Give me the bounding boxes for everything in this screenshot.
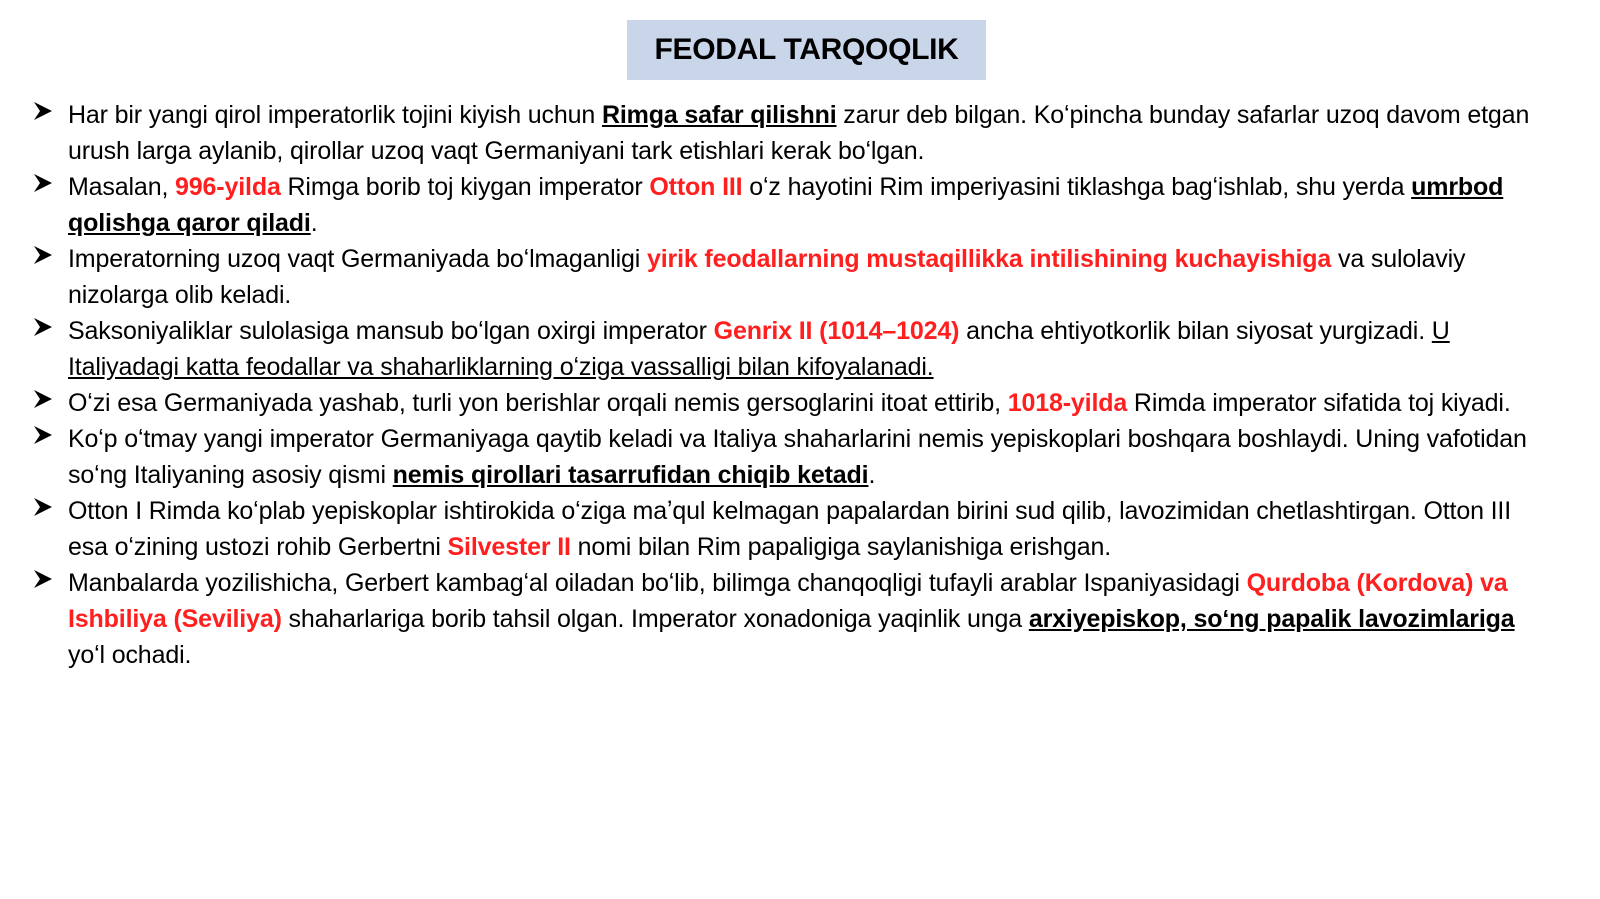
emphasis-red: yirik feodallarning mustaqillikka intilishining kuchayishiga — [646, 245, 1332, 273]
title-box — [627, 20, 986, 80]
emphasis-underlined: umrbod qolishga qaror qiladi — [68, 173, 1504, 237]
bullet-text: Imperatorning uzoq vaqt Germaniyada boʻlmaganligi — [68, 245, 647, 273]
bullet-item-6 — [30, 421, 1540, 493]
emphasis-red: Otton III — [649, 173, 743, 201]
emphasis-red: Qurdoba (Kordova) va Ishbiliya (Seviliya) — [68, 569, 1508, 633]
emphasis-red: Genrix II (1014–1024) — [713, 317, 960, 345]
arrowhead-bullet-icon — [32, 316, 54, 338]
bullet-text: nomi bilan Rim papaligiga saylanishiga erishgan. — [570, 533, 1111, 561]
emphasis-underlined: Rimga safar qilishni — [601, 101, 837, 129]
bullet-text: yoʻl ochadi. — [68, 641, 192, 669]
emphasis-red: Silvester II — [447, 533, 571, 561]
bullet-text: zarur deb bilgan. Koʻpincha bunday safarlar uzoq davom etgan urush larga aylanib, qirollar uzoq vaqt Germaniyani tark etishlari kerak boʻlgan. — [68, 101, 1530, 165]
slide-title: FEODAL TARQOQLIK — [654, 33, 959, 66]
arrowhead-bullet-icon — [32, 496, 54, 518]
bullet-item-3 — [30, 241, 1540, 313]
bullet-text: Manbalarda yozilishicha, Gerbert kambagʻal oiladan boʻlib, bilimga chanqoqligi tufayli arablar Ispaniyasidagi — [68, 569, 1247, 597]
bullet-text: Koʻp oʻtmay yangi imperator Germaniyaga qaytib keladi va Italiya shaharlarini nemis yepiskoplari boshqara boshlaydi. Uning vafotidan soʻng Italiyaning asosiy qismi — [68, 425, 1527, 489]
bullet-text: Rimda imperator sifatida toj kiyadi. — [1127, 389, 1511, 417]
bullet-text: va sulolaviy nizolarga olib keladi. — [68, 245, 1466, 309]
bullet-text: . — [310, 209, 318, 237]
bullet-item-2 — [30, 169, 1540, 241]
bullet-text: shaharlariga borib tahsil olgan. Imperator xonadoniga yaqinlik unga — [281, 605, 1029, 633]
bullet-text: ancha ehtiyotkorlik bilan siyosat yurgizadi. — [959, 317, 1432, 345]
bullet-text: Saksoniyaliklar sulolasiga mansub boʻlgan oxirgi imperator — [68, 317, 714, 345]
bullet-item-8 — [30, 565, 1540, 673]
emphasis-underlined-plain: U Italiyadagi katta feodallar va shaharliklarning oʻziga vassalligi bilan kifoyalanadi. — [68, 317, 1450, 381]
arrowhead-bullet-icon — [32, 172, 54, 194]
arrowhead-bullet-icon — [32, 568, 54, 590]
bullet-text: Otton I Rimda koʻplab yepiskoplar ishtirokida oʻziga maʼqul kelmagan papalardan birini sud qilib, lavozimidan chetlashtirgan. Otton III esa oʻzining ustozi rohib Gerbertni — [68, 497, 1512, 561]
arrowhead-bullet-icon — [32, 388, 54, 410]
emphasis-underlined: arxiyepiskop, soʻng papalik lavozimlariga — [1028, 605, 1515, 633]
emphasis-underlined: nemis qirollari tasarrufidan chiqib ketadi — [392, 461, 869, 489]
bullet-text: Masalan, — [68, 173, 176, 201]
arrowhead-bullet-icon — [32, 100, 54, 122]
bullet-item-4 — [30, 313, 1540, 385]
arrowhead-bullet-icon — [32, 244, 54, 266]
bullet-list — [30, 97, 1540, 673]
emphasis-red: 996-yilda — [175, 173, 281, 201]
bullet-item-1 — [30, 97, 1540, 169]
bullet-text: . — [868, 461, 876, 489]
bullet-text: Oʻzi esa Germaniyada yashab, turli yon berishlar orqali nemis gersoglarini itoat ettirib, — [68, 389, 1008, 417]
arrowhead-bullet-icon — [32, 424, 54, 446]
bullet-item-7 — [30, 493, 1540, 565]
emphasis-red: 1018-yilda — [1007, 389, 1128, 417]
bullet-text: oʻz hayotini Rim imperiyasini tiklashga bagʻishlab, shu yerda — [742, 173, 1412, 201]
bullet-text: Rimga borib toj kiygan imperator — [280, 173, 650, 201]
bullet-item-5 — [30, 385, 1540, 421]
bullet-text: Har bir yangi qirol imperatorlik tojini kiyish uchun — [68, 101, 602, 129]
